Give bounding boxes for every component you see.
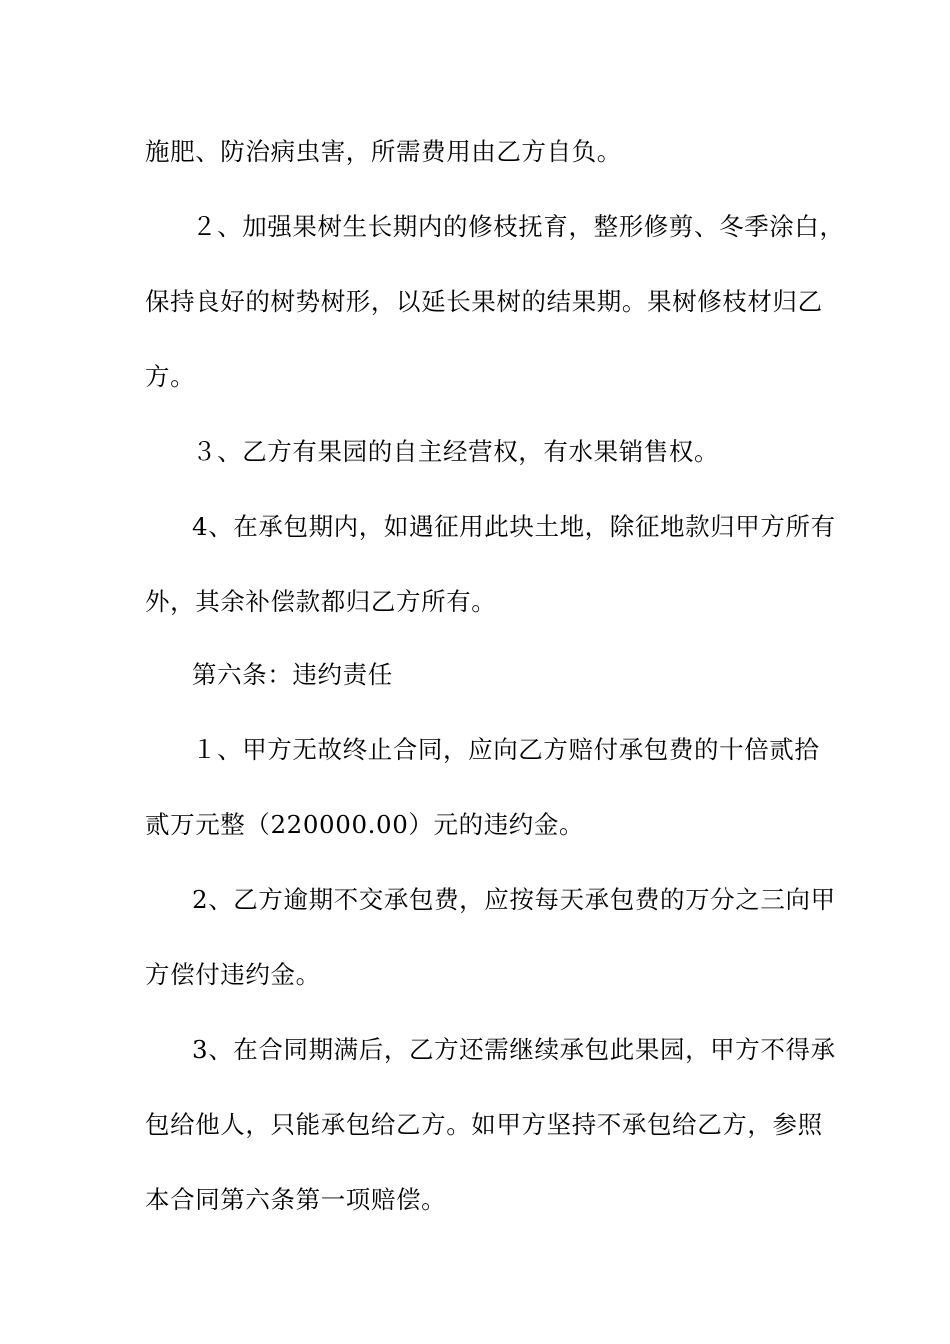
text-line: 4、在承包期内，如遇征用此块土地，除征地款归甲方所有 bbox=[192, 512, 836, 541]
text-line: ３、乙方有果园的自主经营权，有水果销售权。 bbox=[192, 437, 720, 466]
text-line: 方。 bbox=[145, 362, 196, 391]
text-line: ２、加强果树生长期内的修枝抚育，整形修剪、冬季涂白， bbox=[192, 212, 845, 241]
text-line: 方偿付违约金。 bbox=[145, 960, 321, 989]
text-line: 包给他人，只能承包给乙方。如甲方坚持不承包给乙方，参照 bbox=[145, 1110, 823, 1139]
text-line: 施肥、防治病虫害，所需费用由乙方自负。 bbox=[145, 137, 622, 166]
text-line: 外，其余补偿款都归乙方所有。 bbox=[145, 587, 497, 616]
text-line: 3、在合同期满后，乙方还需继续承包此果园，甲方不得承 bbox=[192, 1035, 836, 1064]
text-line: 本合同第六条第一项赔偿。 bbox=[145, 1185, 447, 1214]
text-line: 2、乙方逾期不交承包费，应按每天承包费的万分之三向甲 bbox=[192, 885, 836, 914]
text-line: 保持良好的树势树形，以延长果树的结果期。果树修枝材归乙 bbox=[145, 287, 823, 316]
text-line: 贰万元整（220000.00）元的违约金。 bbox=[145, 810, 585, 839]
section-heading: 第六条：违约责任 bbox=[192, 660, 393, 689]
text-line: １、甲方无故终止合同，应向乙方赔付承包费的十倍贰拾 bbox=[192, 735, 820, 764]
